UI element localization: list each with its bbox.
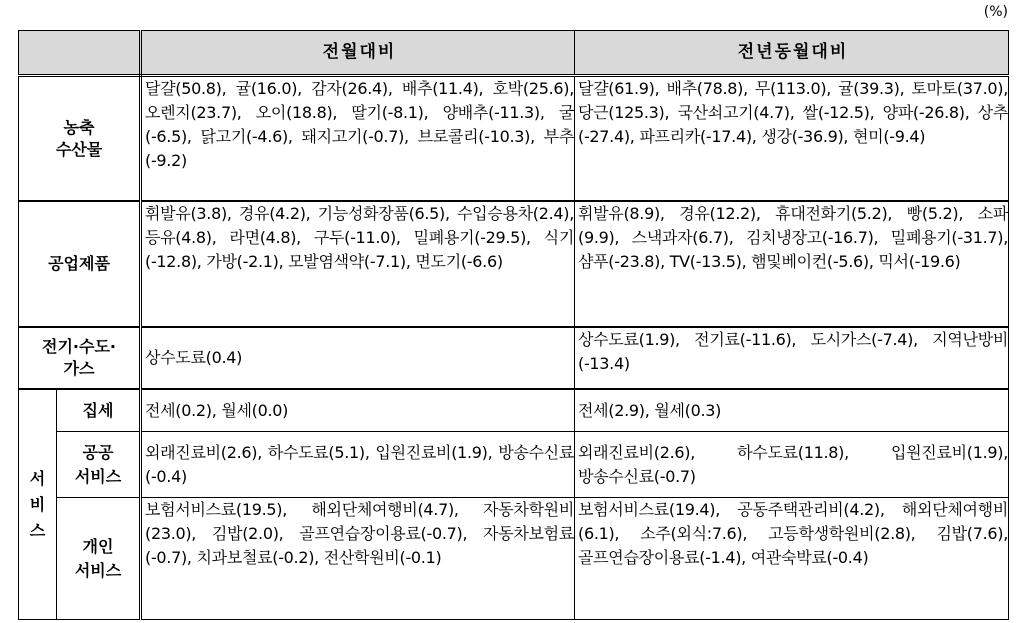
row-rent	[19, 389, 1009, 432]
personal-mom-cell: 보험서비스료(19.5), 해외단체여행비(4.7), 자동차학원비(23.0), 김밥(2.0), 골프연습장이용료(-0.7), 자동차보험료(-0.7), 치과보철료(-0.2), 전산학원비(-0.1)	[141, 498, 575, 620]
subcategory-personal	[57, 498, 141, 620]
category-agri-line2: 수산물	[55, 139, 103, 159]
agri-yoy-cell: 달걀(61.9), 배추(78.8), 무(113.0), 귤(39.3), 토마토(37.0), 당근(125.3), 국산쇠고기(4.7), 쌀(-12.5), 양파(-26.8), 상추(-27.4), 파프리카(-17.4), 생강(-36.9), 현미(-9.4)	[575, 75, 1009, 201]
industrial-mom-cell: 휘발유(3.8), 경유(4.2), 기능성화장품(6.5), 수입승용차(2.4), 등유(4.8), 라면(4.8), 구두(-11.0), 밀폐용기(-29.5), 식기(-12.8), 가방(-2.1), 모발염색약(-7.1), 면도기(-6.6)	[141, 201, 575, 327]
header-yoy: 전년동월대비	[575, 31, 1009, 76]
category-utilities-line2: 가스	[63, 359, 95, 379]
category-industrial-label: 공업제품	[48, 254, 110, 274]
subcategory-public-line2: 서비스	[74, 466, 122, 486]
personal-yoy-cell: 보험서비스료(19.4), 공동주택관리비(4.2), 해외단체여행비(6.1), 소주(외식:7.6), 고등학생학원비(2.8), 김밥(7.6), 골프연습장이용료(-1.4), 여관숙박료(-0.4)	[575, 498, 1009, 620]
utilities-yoy-cell: 상수도료(1.9), 전기료(-11.6), 도시가스(-7.4), 지역난방비(-13.4)	[575, 327, 1009, 389]
subcategory-rent	[57, 389, 141, 432]
category-agri	[19, 75, 141, 201]
subcategory-personal-line1: 개인	[82, 536, 114, 556]
row-personal	[19, 498, 1009, 620]
rent-yoy-cell: 전세(2.9), 월세(0.3)	[575, 389, 1009, 432]
subcategory-public	[57, 432, 141, 498]
unit-label: (%)	[983, 4, 1008, 20]
row-agri	[19, 75, 1009, 201]
header-row	[19, 31, 1009, 76]
subcategory-rent-label: 집세	[82, 400, 114, 420]
row-utilities	[19, 327, 1009, 389]
subcategory-personal-line2: 서비스	[74, 560, 122, 580]
category-services-label: 서비스	[29, 468, 46, 540]
price-change-table	[18, 30, 1009, 620]
subcategory-public-line1: 공공	[82, 442, 114, 462]
rent-mom-cell: 전세(0.2), 월세(0.0)	[141, 389, 575, 432]
category-utilities	[19, 327, 141, 389]
utilities-mom-cell: 상수도료(0.4)	[141, 327, 575, 389]
row-industrial	[19, 201, 1009, 327]
header-mom: 전월대비	[141, 31, 575, 76]
row-public	[19, 432, 1009, 498]
category-agri-line1: 농축	[63, 117, 95, 137]
industrial-yoy-cell: 휘발유(8.9), 경유(12.2), 휴대전화기(5.2), 빵(5.2), 소파(9.9), 스낵과자(6.7), 김치냉장고(-16.7), 밀폐용기(-31.7), 샴푸(-23.8), TV(-13.5), 햄및베이컨(-5.6), 믹서(-19.6)	[575, 201, 1009, 327]
category-industrial	[19, 201, 141, 327]
category-services	[19, 389, 57, 620]
agri-mom-cell: 달걀(50.8), 귤(16.0), 감자(26.4), 배추(11.4), 호박(25.6), 오렌지(23.7), 오이(18.8), 딸기(-8.1), 양배추(-11.3), 굴(-6.5), 닭고기(-4.6), 돼지고기(-0.7), 브로콜리(-10.3), 부추(-9.2)	[141, 75, 575, 201]
public-mom-cell: 외래진료비(2.6), 하수도료(5.1), 입원진료비(1.9), 방송수신료(-0.4)	[141, 432, 575, 498]
header-corner	[19, 31, 141, 76]
public-yoy-cell: 외래진료비(2.6), 하수도료(11.8), 입원진료비(1.9), 방송수신료(-0.7)	[575, 432, 1009, 498]
category-utilities-line1: 전기·수도·	[42, 337, 116, 357]
